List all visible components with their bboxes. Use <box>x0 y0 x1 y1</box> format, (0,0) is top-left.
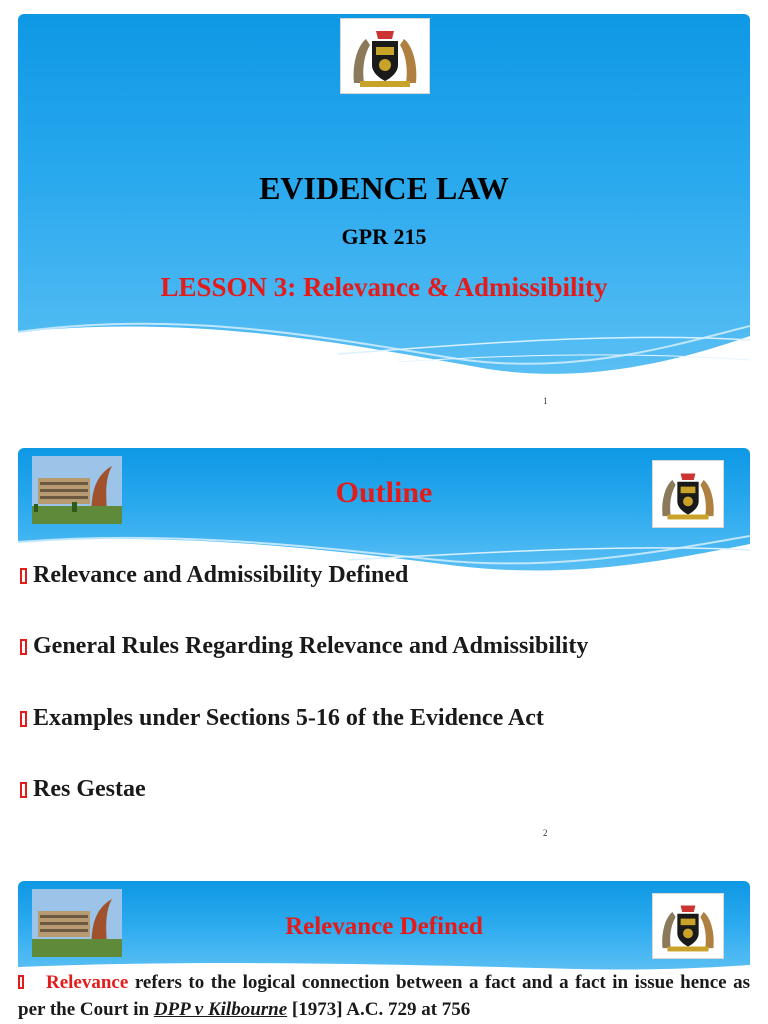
outline-item <box>20 776 146 803</box>
term-relevance: Relevance <box>46 972 129 993</box>
case-citation: DPP v Kilbourne <box>153 999 288 1020</box>
slide-2-title: Outline <box>335 476 433 509</box>
slide-1 <box>18 14 750 414</box>
outline-item <box>20 705 544 732</box>
slide-3 <box>18 881 750 1024</box>
outline-item <box>20 633 588 660</box>
bullet-icon <box>20 782 27 798</box>
bullet-icon <box>18 975 24 989</box>
outline-item-label: Relevance and Admissibility Defined <box>33 562 409 588</box>
outline-item <box>20 562 408 589</box>
outline-item-label: Examples under Sections 5-16 of the Evidence Act <box>33 705 544 731</box>
coat-of-arms-icon <box>340 18 430 94</box>
bullet-icon <box>20 711 27 727</box>
slide-2 <box>18 448 750 848</box>
slide-number: 1 <box>543 396 548 406</box>
slide-3-title: Relevance Defined <box>285 913 483 940</box>
bullet-icon <box>20 568 27 584</box>
outline-item-label: Res Gestae <box>33 776 146 802</box>
definition-paragraph <box>18 969 750 1023</box>
bullet-icon <box>20 639 27 655</box>
wave-decoration <box>18 448 750 576</box>
slide-2-banner <box>18 448 750 576</box>
slide-1-title: EVIDENCE LAW <box>259 170 509 206</box>
definition-text: refers to the logical connection between a fact and a fact in issue hence as per the Court in <box>18 972 750 1020</box>
definition-text-end: [1973] A.C. 729 at 756 <box>287 999 471 1020</box>
outline-item-label: General Rules Regarding Relevance and Admissibility <box>33 633 589 659</box>
slide-number: 2 <box>543 828 548 838</box>
course-code: GPR 215 <box>341 224 427 249</box>
lesson-title: LESSON 3: Relevance & Admissibility <box>160 272 608 302</box>
